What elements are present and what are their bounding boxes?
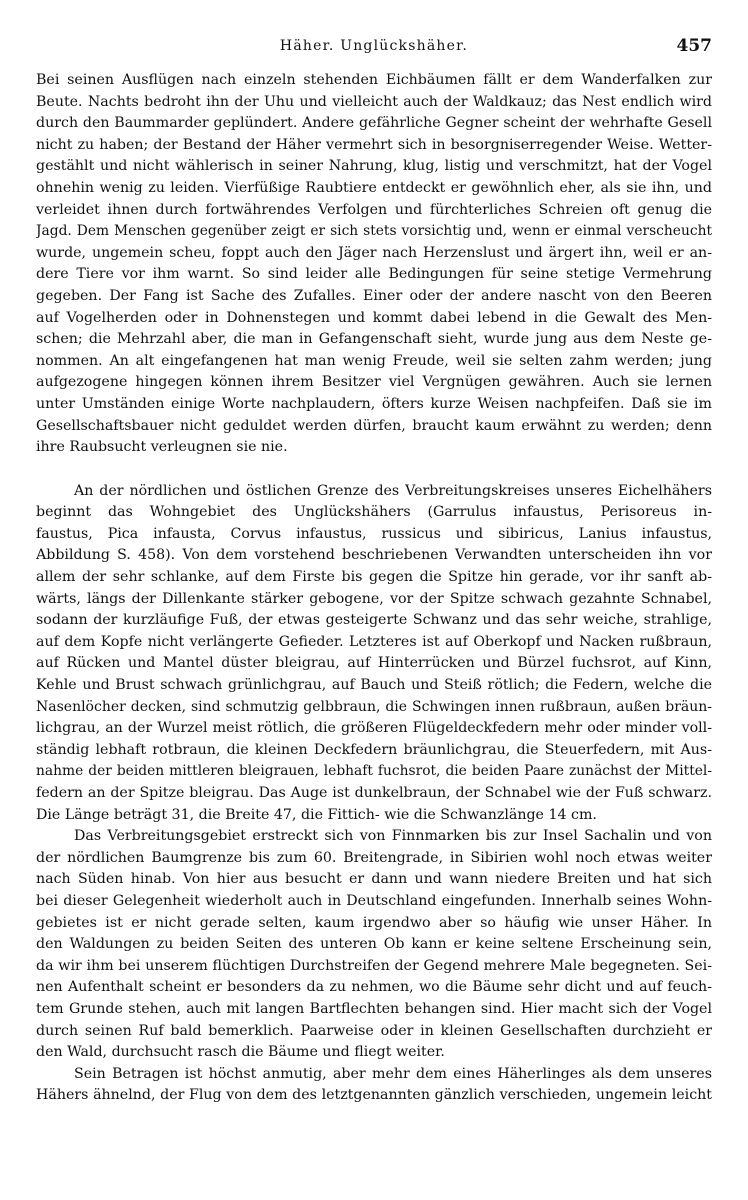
text-line: federn an der Spitze bleigrau. Das Auge ist dunkelbraun, der Schnabel wie der Fuß schwarz. [36,785,712,801]
page-number: 457 [676,36,712,56]
paragraph-siberian-jay-description [36,481,712,827]
text-line: beginnt das Wohngebiet des Unglückshähers (Garrulus infaustus, Perisoreus in- [36,504,712,521]
text-line: da wir ihm bei unserem flüchtigen Durchstreifen der Gegend mehrere Male begegneten. Sei- [36,957,712,974]
text-line: schen; die Mehrzahl aber, die man in Gefangenschaft sieht, wurde jung aus dem Neste ge- [36,331,712,348]
text-line: verleidet ihnen durch fortwährendes Verfolgen und fürchterliches Schreien oft genug die [36,201,712,218]
text-line: Das Verbreitungsgebiet erstreckt sich von Finnmarken bis zur Insel Sachalin und von [74,828,712,845]
text-line: Hähers ähnelnd, der Flug von dem des letztgenannten gänzlich verschieden, ungemein leicht [36,1087,712,1104]
text-line: An der nördlichen und östlichen Grenze des Verbreitungskreises unseres Eichelhähers [74,482,712,499]
text-line: nommen. An alt eingefangenen hat man wenig Freude, weil sie selten zahm werden; jung [36,352,712,369]
text-line: allem der sehr schlanke, auf dem Firste bis gegen die Spitze hin gerade, vor ihr sanft ab- [36,569,712,586]
text-line: auf Vogelherden oder in Dohnenstegen und kommt dabei lebend in die Gewalt des Men- [36,309,712,326]
text-line: den Wald, durchsucht rasch die Bäume und fliegt weiter. [36,1044,445,1061]
text-line: nahme der beiden mittleren bleigrauen, lebhaft fuchsrot, die beiden Paare zunächst der Mittel- [36,763,712,780]
paragraph-distribution [36,826,712,1064]
text-line: den Waldungen zu beiden Seiten des unteren Ob kann er keine seltene Erscheinung sein, [36,936,712,953]
text-line: auf dem Kopfe nicht verlängerte Gefieder. Letzteres ist auf Oberkopf und Nacken rußbraun, [36,633,712,650]
text-line: Beute. Nachts bedroht ihn der Uhu und vielleicht auch der Waldkauz; das Nest endlich wird [36,93,712,110]
text-line: Die Länge beträgt 31, die Breite 47, die Fittich- wie die Schwanzlänge 14 cm. [36,806,597,823]
text-line: nicht zu haben; der Bestand der Häher vermehrt sich in besorgniserregender Weise. Wetter- [36,136,712,153]
text-line: nach Süden hinab. Von hier aus besucht er dann und wann niedere Breiten und hat sich [36,871,712,888]
text-line: Gesellschaftsbauer nicht geduldet werden dürfen, braucht kaum erwähnt zu werden; denn [36,417,712,434]
text-line: ständig lebhaft rotbraun, die kleinen Deckfedern bräunlichgrau, die Steuerfedern, mit Aus- [36,741,712,758]
text-line: gebietes ist er nicht gerade selten, kaum irgendwo aber so häufig wie unser Häher. In [36,914,712,931]
text-line: tem Grunde stehen, auch mit langen Bartflechten behangen sind. Hier macht sich der Vogel [36,1000,712,1017]
text-line: wärts, längs der Dillenkante stärker gebogene, vor der Spitze schwach gezahnte Schnabel, [36,590,712,607]
text-line: aufgezogene hingegen können ihrem Besitzer viel Vergnügen gewähren. Auch sie lernen [36,374,712,391]
running-head [36,34,712,62]
text-line: ihre Raubsucht verleugnen sie nie. [36,439,288,456]
paragraph-behaviour [36,1064,712,1107]
text-line: bei dieser Gelegenheit wiederholt auch in Deutschland eingefunden. Innerhalb seines Wohn- [36,892,712,909]
running-title: Häher. Unglückshäher. [279,38,469,54]
text-line: durch seinen Ruf bald bemerklich. Paarweise oder in kleinen Gesellschaften durchzieht er [36,1022,712,1039]
text-line: wurde, ungemein scheu, foppt auch den Jäger nach Herzenslust und ärgert ihn, weil er an- [36,244,712,261]
text-line: unter Umständen einige Worte nachplaudern, öfters kurze Weisen nachpfeifen. Daß sie im [36,395,712,412]
text-line: Jagd. Dem Menschen gegenüber zeigt er sich stets vorsichtig und, wenn er einmal verscheucht [36,223,712,240]
body-text [36,70,712,1107]
section-gap [36,459,712,481]
text-line: gestählt und nicht wählerisch in seiner Nahrung, klug, listig und verschmitzt, hat der Vogel [36,158,712,175]
text-line: ohnehin wenig zu leiden. Vierfüßige Raubtiere entdeckt er gewöhnlich eher, als sie ihn, und [36,179,712,196]
text-line: Bei seinen Ausflügen nach einzeln stehenden Eichbäumen fällt er dem Wanderfalken zur [36,72,712,88]
text-line: sodann der kurzläufige Fuß, der etwas gesteigerte Schwanz und das sehr weiche, strahlige, [36,612,712,629]
text-line: lichgrau, an der Wurzel meist rötlich, die größeren Flügeldeckfedern mehr oder minder voll- [36,720,712,737]
text-line: gegeben. Der Fang ist Sache des Zufalles. Einer oder der andere nascht von den Beeren [36,287,712,304]
text-line: der nördlichen Baumgrenze bis zum 60. Breitengrade, in Sibirien wohl noch etwas weiter [36,849,712,866]
text-line: dere Tiere vor ihm warnt. So sind leider alle Bedingungen für seine stetige Vermehrung [36,266,712,283]
text-line: Sein Betragen ist höchst anmutig, aber mehr dem eines Häherlinges als dem unseres [74,1065,712,1082]
text-line: Nasenlöcher decken, sind schmutzig gelbbraun, die Schwingen innen rußbraun, außen bräun- [36,698,712,715]
paragraph-jay-predators [36,70,712,459]
text-line: faustus, Pica infausta, Corvus infaustus, russicus und sibiricus, Lanius infaustus, [36,525,712,542]
text-line: nen Aufenthalt scheint er besonders da zu nehmen, wo die Bäume sehr dicht und auf feuch- [36,979,712,996]
text-line: Abbildung S. 458). Von dem vorstehend beschriebenen Verwandten unterscheiden ihn vor [36,547,712,564]
text-line: durch den Baummarder geplündert. Andere gefährliche Gegner scheint der wehrhafte Gesell [36,115,712,132]
text-line: Kehle und Brust schwach grünlichgrau, auf Bauch und Steiß rötlich; die Federn, welche die [36,677,712,694]
text-line: auf Rücken und Mantel düster bleigrau, auf Hinterrücken und Bürzel fuchsrot, auf Kinn, [36,655,712,672]
